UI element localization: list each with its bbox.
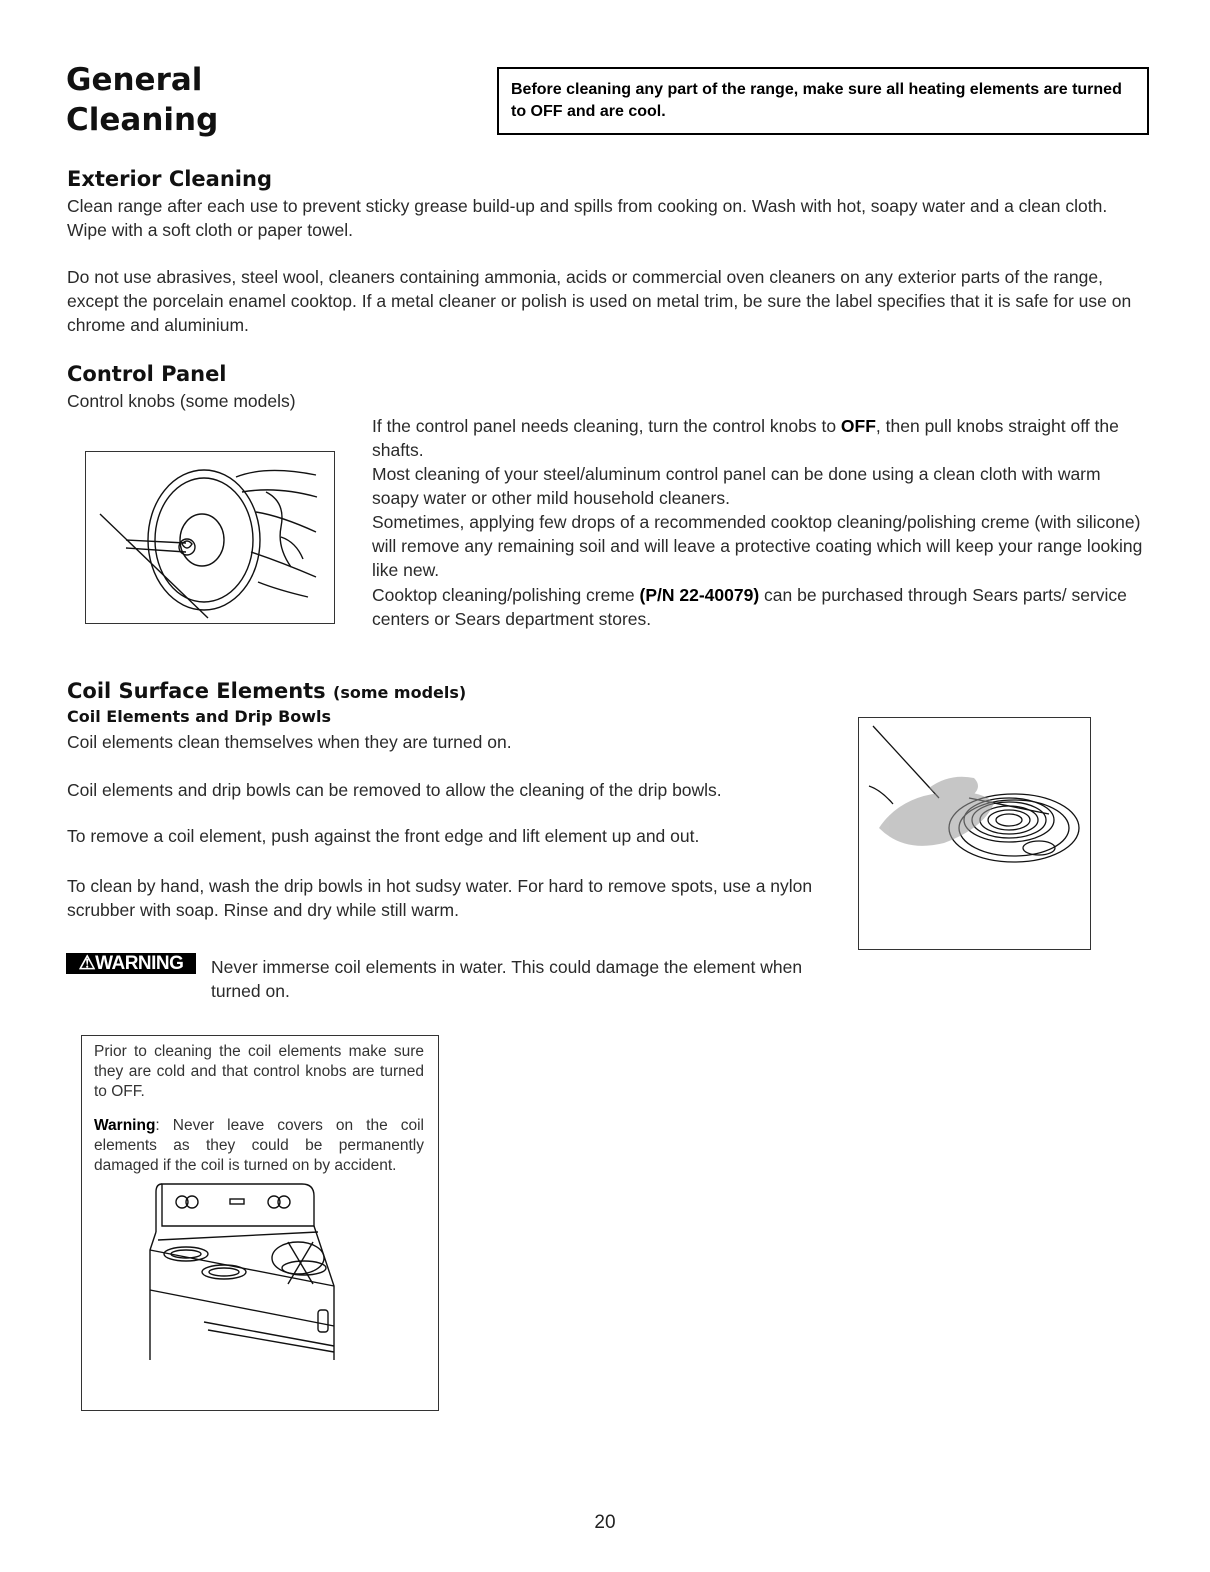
coil-paragraph-4: To clean by hand, wash the drip bowls in hot sudsy water. For hard to remove spots, use a nylon scrubber with soap. Rinse and dry while still warm. [67,876,813,920]
coil-paragraph-3: To remove a coil element, push against the front edge and lift element up and out. [67,826,700,846]
control-panel-heading: Control Panel [67,362,227,386]
warning-badge [66,953,196,974]
coil-drip-bowls-subheading: Coil Elements and Drip Bowls [67,707,332,726]
cp-p4-part-number: (P/N 22-40079) [639,585,760,605]
control-panel-paragraph-3: Sometimes, applying few drops of a recommended cooktop cleaning/polishing creme (with silicone) will remove any remaining soil and will leave a protective coating which will keep your range looking like new. [372,512,1143,580]
cp-p1-pre: If the control panel needs cleaning, turn the control knobs to [372,416,841,436]
range-cooktop-drawing [148,1180,418,1360]
page-title-line2: Cleaning [66,102,219,138]
exterior-paragraph-2: Do not use abrasives, steel wool, cleaners containing ammonia, acids or commercial oven cleaners on any exterior parts of the range, except the porcelain enamel cooktop. If a metal cleaner or polish is used on metal trim, be sure the label specifies that it is safe for use on chrome and aluminium. [67,267,1132,335]
page-title [66,60,218,140]
coil-element-drawing [859,718,1090,949]
coil-heading-text: Coil Surface Elements [67,679,326,703]
caution-notice: Before cleaning any part of the range, make sure all heating elements are turned to OFF and are cool. [497,67,1149,135]
exterior-paragraph-1: Clean range after each use to prevent sticky grease build-up and spills from cooking on. Wash with hot, soapy water and a clean cloth. Wipe with a soft cloth or paper towel. [67,196,1108,240]
page-title-line1: General [66,62,203,98]
coil-heading-note: (some models) [333,683,467,702]
note-warning-label: Warning [94,1117,156,1134]
control-panel-paragraph-1 [372,414,1147,462]
exterior-cleaning-heading: Exterior Cleaning [67,167,272,191]
note-warning-text: : Never leave covers on the coil elements as they could be permanently damaged if the coil is turned on by accident. [94,1117,424,1174]
cp-p1-post: , then pull knobs straight off the shafts. [372,416,1119,460]
control-panel-paragraph-4 [372,583,1147,631]
cp-p4-post: can be purchased through Sears parts/ service centers or Sears department stores. [372,585,1127,629]
control-knob-drawing [86,452,334,623]
control-knob-illustration [85,451,335,624]
cp-p4-pre: Cooktop cleaning/polishing creme [372,585,640,605]
note-warning-paragraph [94,1116,424,1176]
warning-triangle-icon: ⚠ [78,953,96,974]
cp-p1-off: OFF [840,416,876,436]
coil-paragraph-2: Coil elements and drip bowls can be removed to allow the cleaning of the drip bowls. [67,780,722,800]
note-paragraph-1: Prior to cleaning the coil elements make sure they are cold and that control knobs are turned to OFF. [94,1043,424,1100]
coil-paragraph-1: Coil elements clean themselves when they are turned on. [67,732,512,752]
coil-elements-heading [67,678,466,706]
page-number: 20 [594,1512,616,1533]
coil-element-illustration [858,717,1091,950]
warning-badge-label: WARNING [95,953,184,974]
coil-covers-note-box [81,1035,439,1411]
control-knobs-caption: Control knobs (some models) [67,391,296,411]
control-panel-paragraph-2: Most cleaning of your steel/aluminum control panel can be done using a clean cloth with warm soapy water or other mild household cleaners. [372,464,1101,508]
warning-text: Never immerse coil elements in water. This could damage the element when turned on. [211,957,803,1001]
